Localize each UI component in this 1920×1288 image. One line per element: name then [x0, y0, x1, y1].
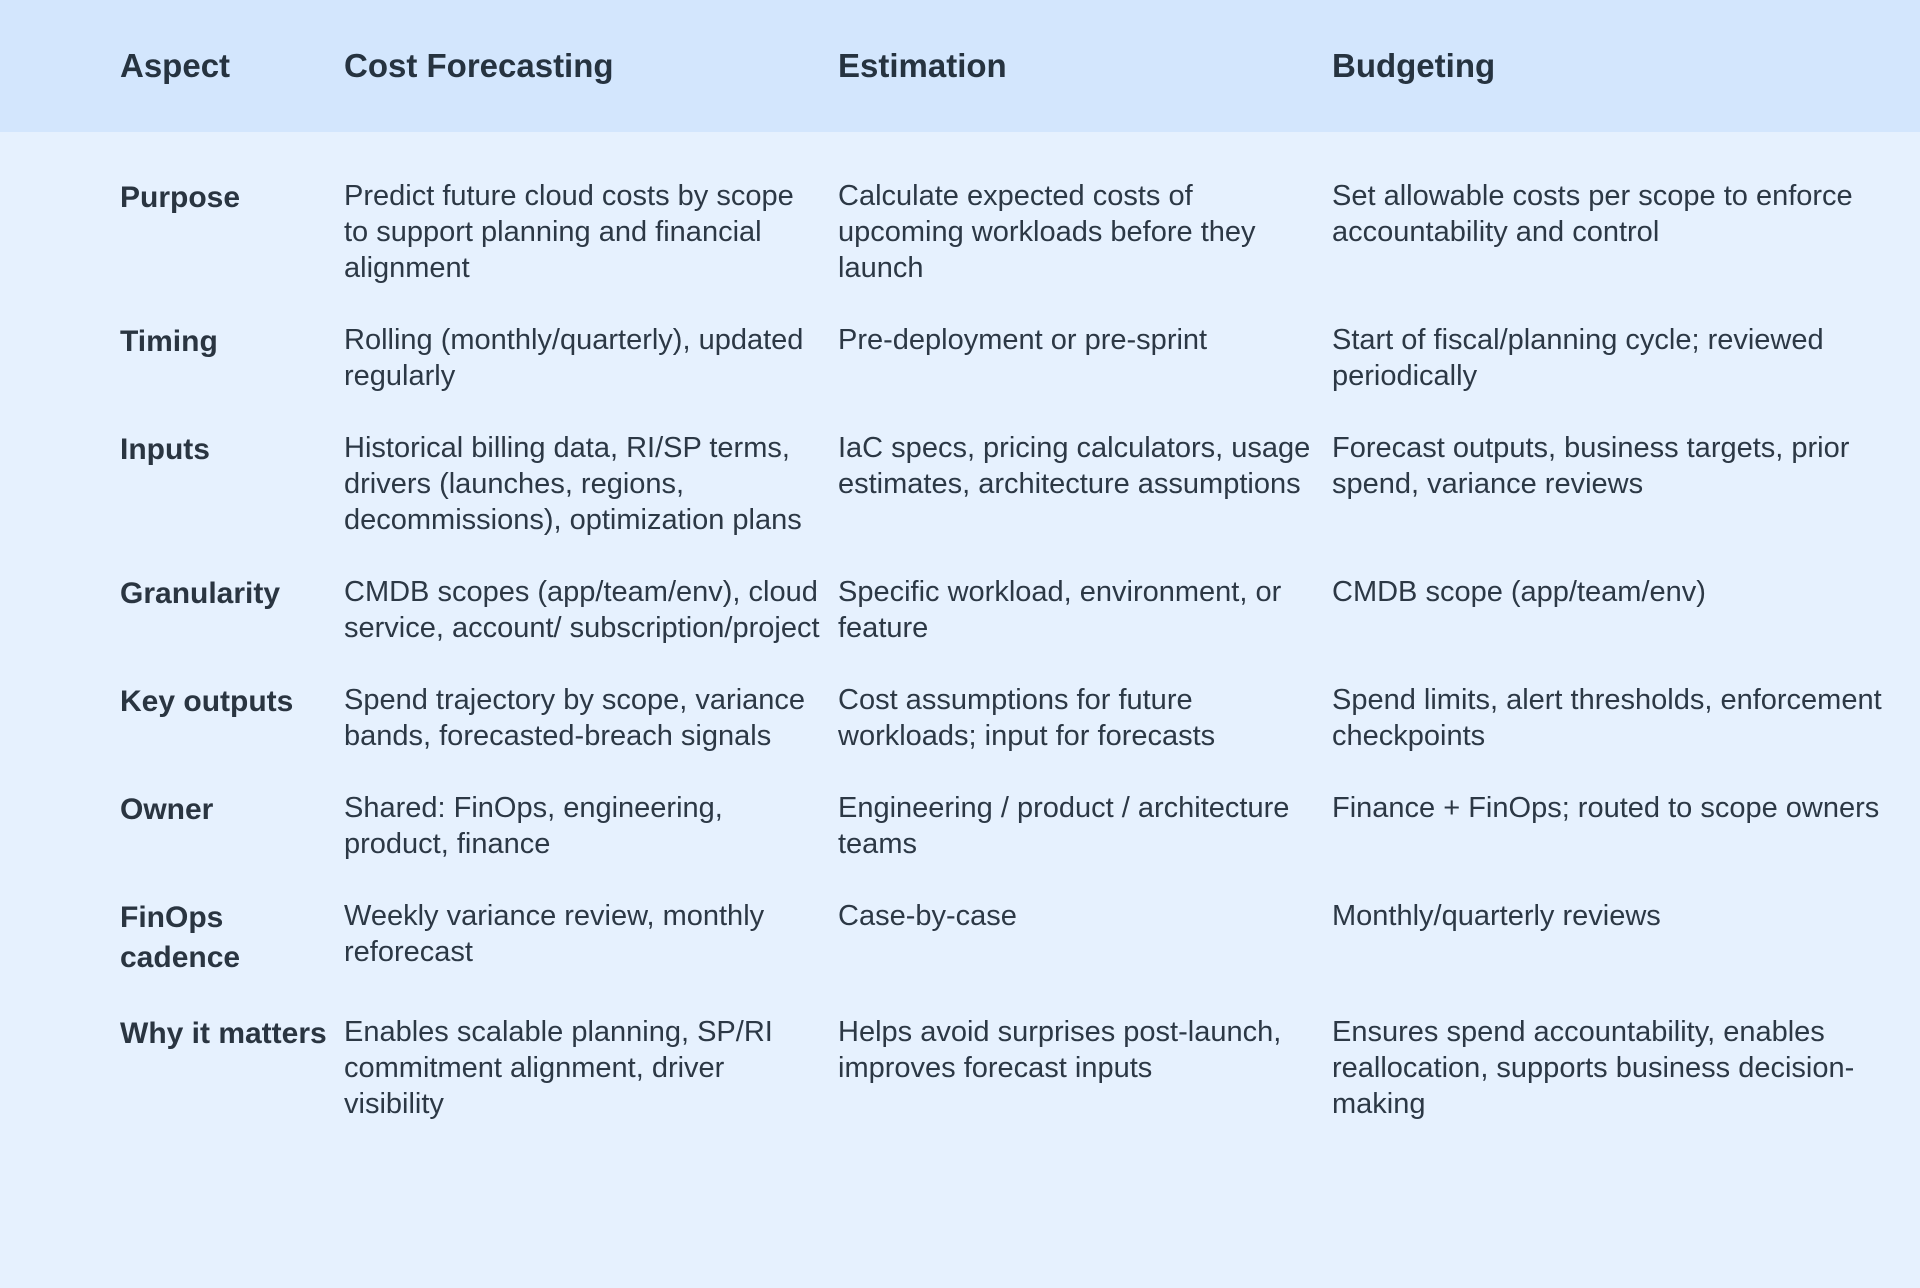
header-row: [0, 0, 1920, 132]
header-aspect: Aspect: [120, 47, 231, 84]
cell-budgeting: Start of fiscal/planning cycle; reviewed periodically: [1332, 324, 1824, 392]
cell-estimation: Specific workload, environment, or feature: [838, 576, 1282, 644]
cell-estimation: Engineering / product / architecture teams: [838, 792, 1290, 860]
cell-estimation: IaC specs, pricing calculators, usage estimates, architecture assumptions: [838, 432, 1311, 500]
cell-estimation: Case-by-case: [838, 900, 1017, 932]
header-cost-forecasting: Cost Forecasting: [344, 47, 614, 84]
row-aspect-inputs: Inputs: [120, 433, 210, 466]
cell-forecasting: Historical billing data, RI/SP terms, drivers (launches, regions, decommissions), optimization plans: [344, 432, 802, 536]
cell-estimation: Helps avoid surprises post-launch, improves forecast inputs: [838, 1016, 1282, 1084]
table-row: [0, 574, 1920, 682]
row-aspect-key-outputs: Key outputs: [120, 685, 294, 718]
cell-forecasting: Shared: FinOps, engineering, product, finance: [344, 792, 723, 860]
header-budgeting: Budgeting: [1332, 47, 1496, 84]
cell-estimation: Cost assumptions for future workloads; input for forecasts: [838, 684, 1216, 752]
cell-budgeting: Forecast outputs, business targets, prior spend, variance reviews: [1332, 432, 1850, 500]
cell-budgeting: Monthly/quarterly reviews: [1332, 900, 1661, 932]
table-body: [0, 132, 1920, 1158]
table-row: [0, 430, 1920, 574]
cell-budgeting: Set allowable costs per scope to enforce accountability and control: [1332, 180, 1853, 248]
table-row: [0, 898, 1920, 1014]
row-aspect-owner: Owner: [120, 793, 214, 826]
table-header: [0, 0, 1920, 132]
table-row: [0, 682, 1920, 790]
cell-forecasting: Spend trajectory by scope, variance bands, forecasted-breach signals: [344, 684, 806, 752]
cell-budgeting: Finance + FinOps; routed to scope owners: [1332, 792, 1880, 824]
cell-budgeting: Spend limits, alert thresholds, enforcement checkpoints: [1332, 684, 1882, 752]
row-aspect-purpose: Purpose: [120, 181, 241, 214]
table-row: [0, 132, 1920, 322]
row-aspect-why-it-matters: Why it matters: [120, 1017, 327, 1050]
cell-forecasting: Enables scalable planning, SP/RI commitment alignment, driver visibility: [344, 1016, 773, 1120]
table-row: [0, 1014, 1920, 1158]
cell-forecasting: Predict future cloud costs by scope to support planning and financial alignment: [344, 180, 794, 284]
cell-estimation: Calculate expected costs of upcoming workloads before they launch: [838, 180, 1256, 284]
cell-budgeting: CMDB scope (app/team/env): [1332, 576, 1706, 608]
row-aspect-granularity: Granularity: [120, 577, 281, 610]
table-row: [0, 322, 1920, 430]
cell-forecasting: CMDB scopes (app/team/env), cloud service, account/ subscription/project: [344, 576, 820, 644]
cell-budgeting: Ensures spend accountability, enables reallocation, supports business decision-making: [1332, 1016, 1855, 1120]
table-row: [0, 790, 1920, 898]
row-aspect-finops-cadence: FinOps cadence: [120, 901, 241, 974]
cell-forecasting: Rolling (monthly/quarterly), updated regularly: [344, 324, 804, 392]
cell-estimation: Pre-deployment or pre-sprint: [838, 324, 1208, 356]
header-estimation: Estimation: [838, 47, 1007, 84]
cell-forecasting: Weekly variance review, monthly reforecast: [344, 900, 765, 968]
row-aspect-timing: Timing: [120, 325, 218, 358]
